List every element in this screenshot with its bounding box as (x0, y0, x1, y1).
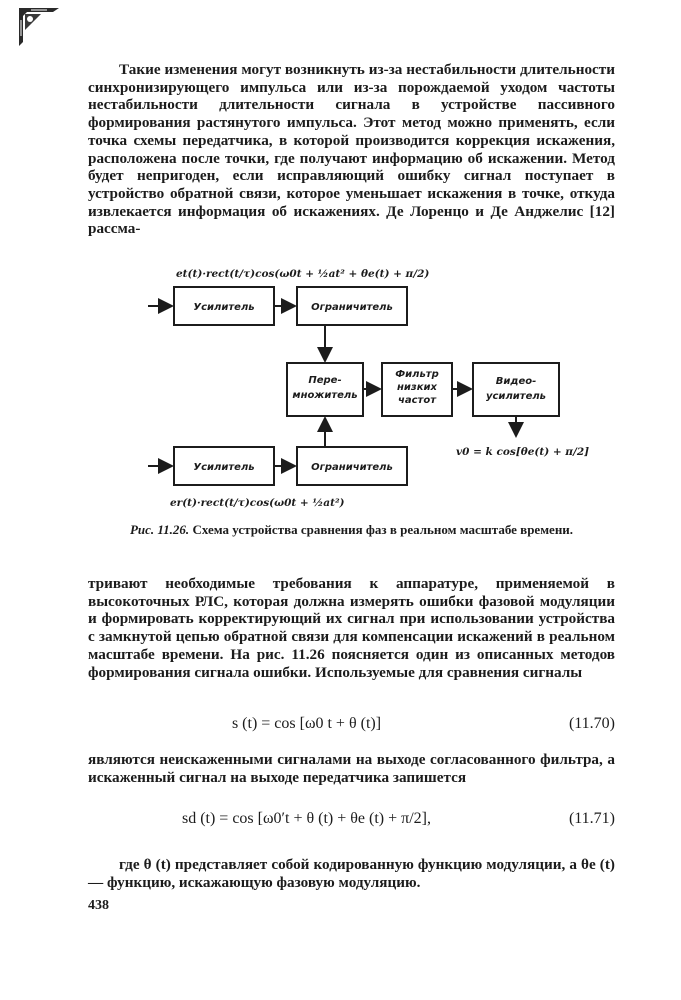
lpf-label-line3: частот (397, 395, 437, 406)
amplifier-bottom-label: Усилитель (193, 462, 255, 473)
lpf-label-line1: Фильтр (395, 369, 439, 380)
limiter-bottom-label: Ограничитель (311, 462, 393, 473)
equation-11-70-formula: s (t) = cos [ω0 t + θ (t)] (231, 715, 382, 732)
caption-label: Рис. 11.26. (129, 522, 190, 537)
formula-top: et(t)·rect(t/τ)cos(ω0t + ½at² + θe(t) + π/2) (176, 268, 430, 280)
equation-11-71 (88, 810, 615, 836)
multiplier-label-line1: Пере- (308, 375, 342, 386)
paragraph-2: тривают необходимые требования к аппаратуре, применяемой в высокоточных РЛС, которая должна измерять ошибки фазовой модуляции и формировать корректирующий их сигнал при использовании устройства с замкнутой цепью обратной связи для компенсации искажений в реальном масштабе времени. На рис. 11.26 поясняется один из описанных методов формирования сигнала ошибки. Используемые для сравнения сигналы (88, 575, 615, 681)
paragraph-4: где θ (t) представляет собой кодированную функцию модуляции, а θe (t) — функцию, искажающую фазовую модуляцию. (88, 856, 615, 891)
formula-bottom: er(t)·rect(t/τ)cos(ω0t + ½at²) (170, 497, 345, 509)
equation-11-71-number: (11.71) (568, 810, 615, 827)
page-number: 438 (88, 898, 109, 913)
equation-11-70 (88, 715, 615, 741)
video-amp-label-line2: усилитель (485, 391, 547, 402)
paragraph-1: Такие изменения могут возникнуть из-за нестабильности длительности синхронизирующего импульса или из-за порождаемой уходом частоты нестабильности длительности сигнала в устройстве пассивного формирования растянутого импульса. Этот метод можно применять, если точка схемы передатчика, в которой производится коррекция искажения, расположена после точки, где получают информацию об искажении. Метод будет непригоден, если исправляющий ошибку сигнал поступает в устройство обратной связи, которое уменьшает искажения в точке, откуда извлекается информация об искажениях. Де Лоренцо и Де Анджелис [12] рассма- (88, 61, 615, 238)
caption-text: Схема устройства сравнения фаз в реальном масштабе времени. (192, 522, 574, 537)
paragraph-3: являются неискаженными сигналами на выходе согласованного фильтра, а искаженный сигнал на выходе передатчика запишется (88, 751, 615, 786)
multiplier-label-line2: множитель (292, 390, 358, 401)
amplifier-top-label: Усилитель (193, 302, 255, 313)
formula-output: v0 = k cos[θe(t) + π/2] (456, 446, 590, 458)
limiter-top-label: Ограничитель (311, 302, 393, 313)
video-amp-label-line1: Видео- (495, 376, 537, 387)
figure-caption (88, 522, 615, 538)
lpf-label-line2: низких (397, 382, 437, 393)
video-amplifier-block (473, 363, 559, 416)
equation-11-70-number: (11.70) (568, 715, 615, 732)
equation-11-71-formula: sd (t) = cos [ω0′t + θ (t) + θe (t) + π/2], (181, 810, 432, 827)
